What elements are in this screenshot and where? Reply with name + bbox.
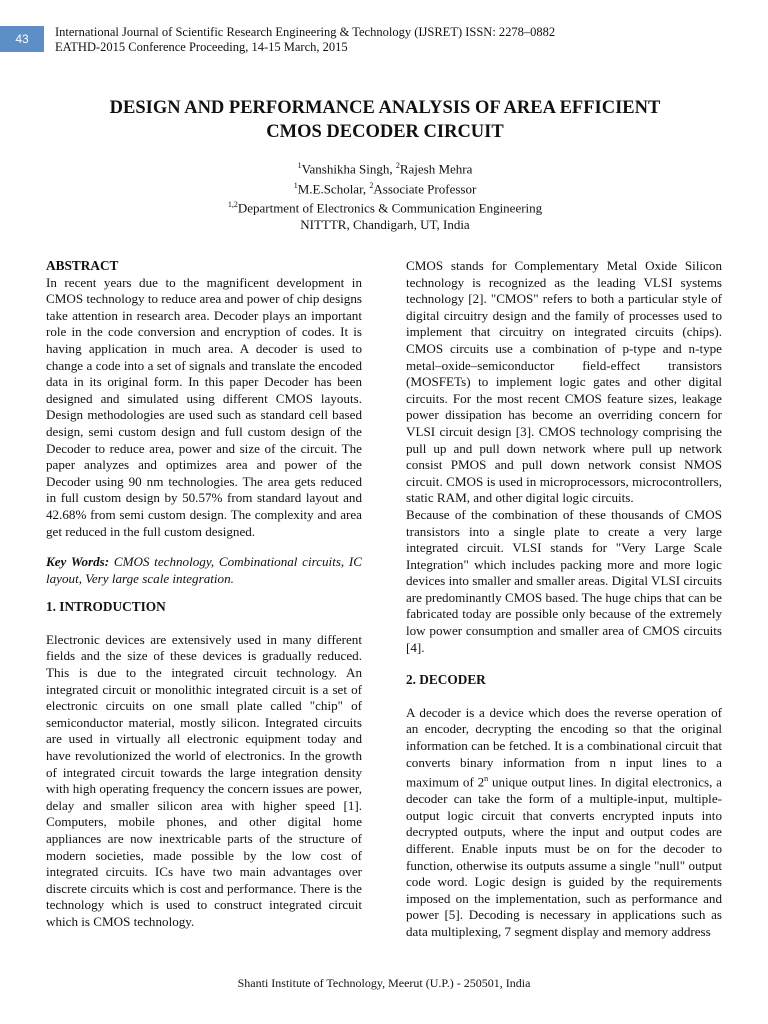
vlsi-paragraph: Because of the combination of these thousands of CMOS transistors into a single plate to create a very large integrated circuit. VLSI stands for "Very Large Scale Integration" which includes packing more and more logic devices into smaller and smaller areas. Digital VLSI circuits are predominantly CMOS based. The huge chips that can be fabricated today are possible only because of the extremely low power consumption and smaller area of CMOS circuits [4].: [406, 506, 722, 655]
introduction-text: Electronic devices are extensively used in many different fields and the size of these devices is gradually reduced. This is due to the integrated circuit technology. An integrated circuit or monolithic integrated circuit is a set of electronic circuits on one small plate called "chip" of semiconductor material, mostly silicon. Integrated circuits are used in virtually all electronic equipment today and have revolutionized the world of electronics. In the growth of integrated circuit towards the large integration density with high operating frequency the concern issues are power, delay and smaller silicon area with higher speed [1]. Computers, mobile phones, and other digital home appliances are now inextricable parts of the structure of modern societies, made possible by the low cost of integrated circuits. ICs have two main advantages over discrete circuits which is cost and performance. There is the technology which is used to construct integrated circuit which is CMOS technology.: [46, 631, 362, 929]
author-roles: $^1$M.E.Scholar, $^2$Associate Professor: [293, 180, 477, 197]
decoder-heading: 2. DECODER: [406, 672, 486, 688]
author-block: [100, 158, 670, 234]
right-column: [406, 258, 722, 941]
author-institute: NITTTR, Chandigarh, UT, India: [300, 217, 470, 233]
introduction-heading: 1. INTRODUCTION: [46, 599, 166, 615]
page-number-badge: 43: [0, 26, 44, 52]
paper-title: [40, 96, 730, 144]
journal-header-line1: International Journal of Scientific Research Engineering & Technology (IJSRET) ISSN: 2278–0882: [55, 25, 556, 39]
keywords-label: Key Words:: [46, 554, 110, 570]
keywords-text: CMOS technology, Combinational circuits, IC layout, Very large scale integration.: [46, 554, 362, 586]
author-names: $^1$Vanshikha Singh, $^2$Rajesh Mehra: [297, 161, 473, 177]
paper-title-line2: CMOS DECODER CIRCUIT: [266, 122, 504, 142]
left-column: [46, 258, 362, 931]
cmos-paragraph: CMOS stands for Complementary Metal Oxide Silicon technology is recognized as the leading VLSI systems technology [2]. "CMOS" refers to both a particular style of digital circuitry design and the family of processes used to implement that circuitry on integrated circuits (chips). CMOS circuits use a combination of p-type and n-type metal–oxide–semiconductor field-effect transistors (MOSFETs) to implement logic gates and other digital circuits. For the most recent CMOS feature sizes, leakage power dissipation has become an overriding concern for VLSI circuit design [3]. CMOS technology comprising the pull up and pull down network where pull up network consist PMOS and pull down network consist NMOS circuit. CMOS is used in microprocessors, microcontrollers, static RAM, and other digital logic circuits.: [406, 258, 722, 506]
abstract-heading: ABSTRACT: [46, 258, 119, 273]
keywords: [46, 554, 362, 587]
author-department: $^{1,2}$Department of Electronics & Communication Engineering: [227, 200, 543, 216]
page-footer: Shanti Institute of Technology, Meerut (U.P.) - 250501, India: [237, 976, 531, 990]
journal-header: [55, 25, 555, 55]
decoder-text: A decoder is a device which does the reverse operation of an encoder, decrypting the encoding so that the original information can be fetched. It is a combinational circuit that converts binary information from n input lines to a maximum of 2$^n$ unique output lines. In digital electronics, a decoder can take the form of a multiple-input, multiple-output logic circuit that converts encrypted inputs into decrypted outputs, where the input and output codes are different. Enable inputs must be on for the decoder to function, otherwise its outputs assume a single "null" output code word. Logic design is guided by the requirements imposed on the implementation, such as performance and power [5]. Decoding is necessary in applications such as data multiplexing, 7 segment display and memory address: [406, 704, 722, 939]
paper-title-line1: DESIGN AND PERFORMANCE ANALYSIS OF AREA EFFICIENT: [109, 98, 661, 118]
journal-header-line2: EATHD-2015 Conference Proceeding, 14-15 March, 2015: [55, 40, 348, 54]
abstract-text: In recent years due to the magnificent development in CMOS technology to reduce area and power of chip designs take attention in research area. Decoder plays an important role in the code conversion and encryption of codes. It is having application in much area. A decoder is used to change a code into a set of signals and translate the encoded data in its original form. In this paper Decoder has been designed and simulated using different CMOS layouts. Design methodologies are used such as standard cell based design, semi custom design and full custom design of the Decoder to reduce area, power and size of the circuit. The paper analyzes and optimizes area and power of the Decoder using 90 nm technologies. The area gets reduced in full custom design by 50.57% from standard layout and 42.68% from semi custom design. The complexity and area get reduced in the full custom designed.: [46, 274, 362, 539]
